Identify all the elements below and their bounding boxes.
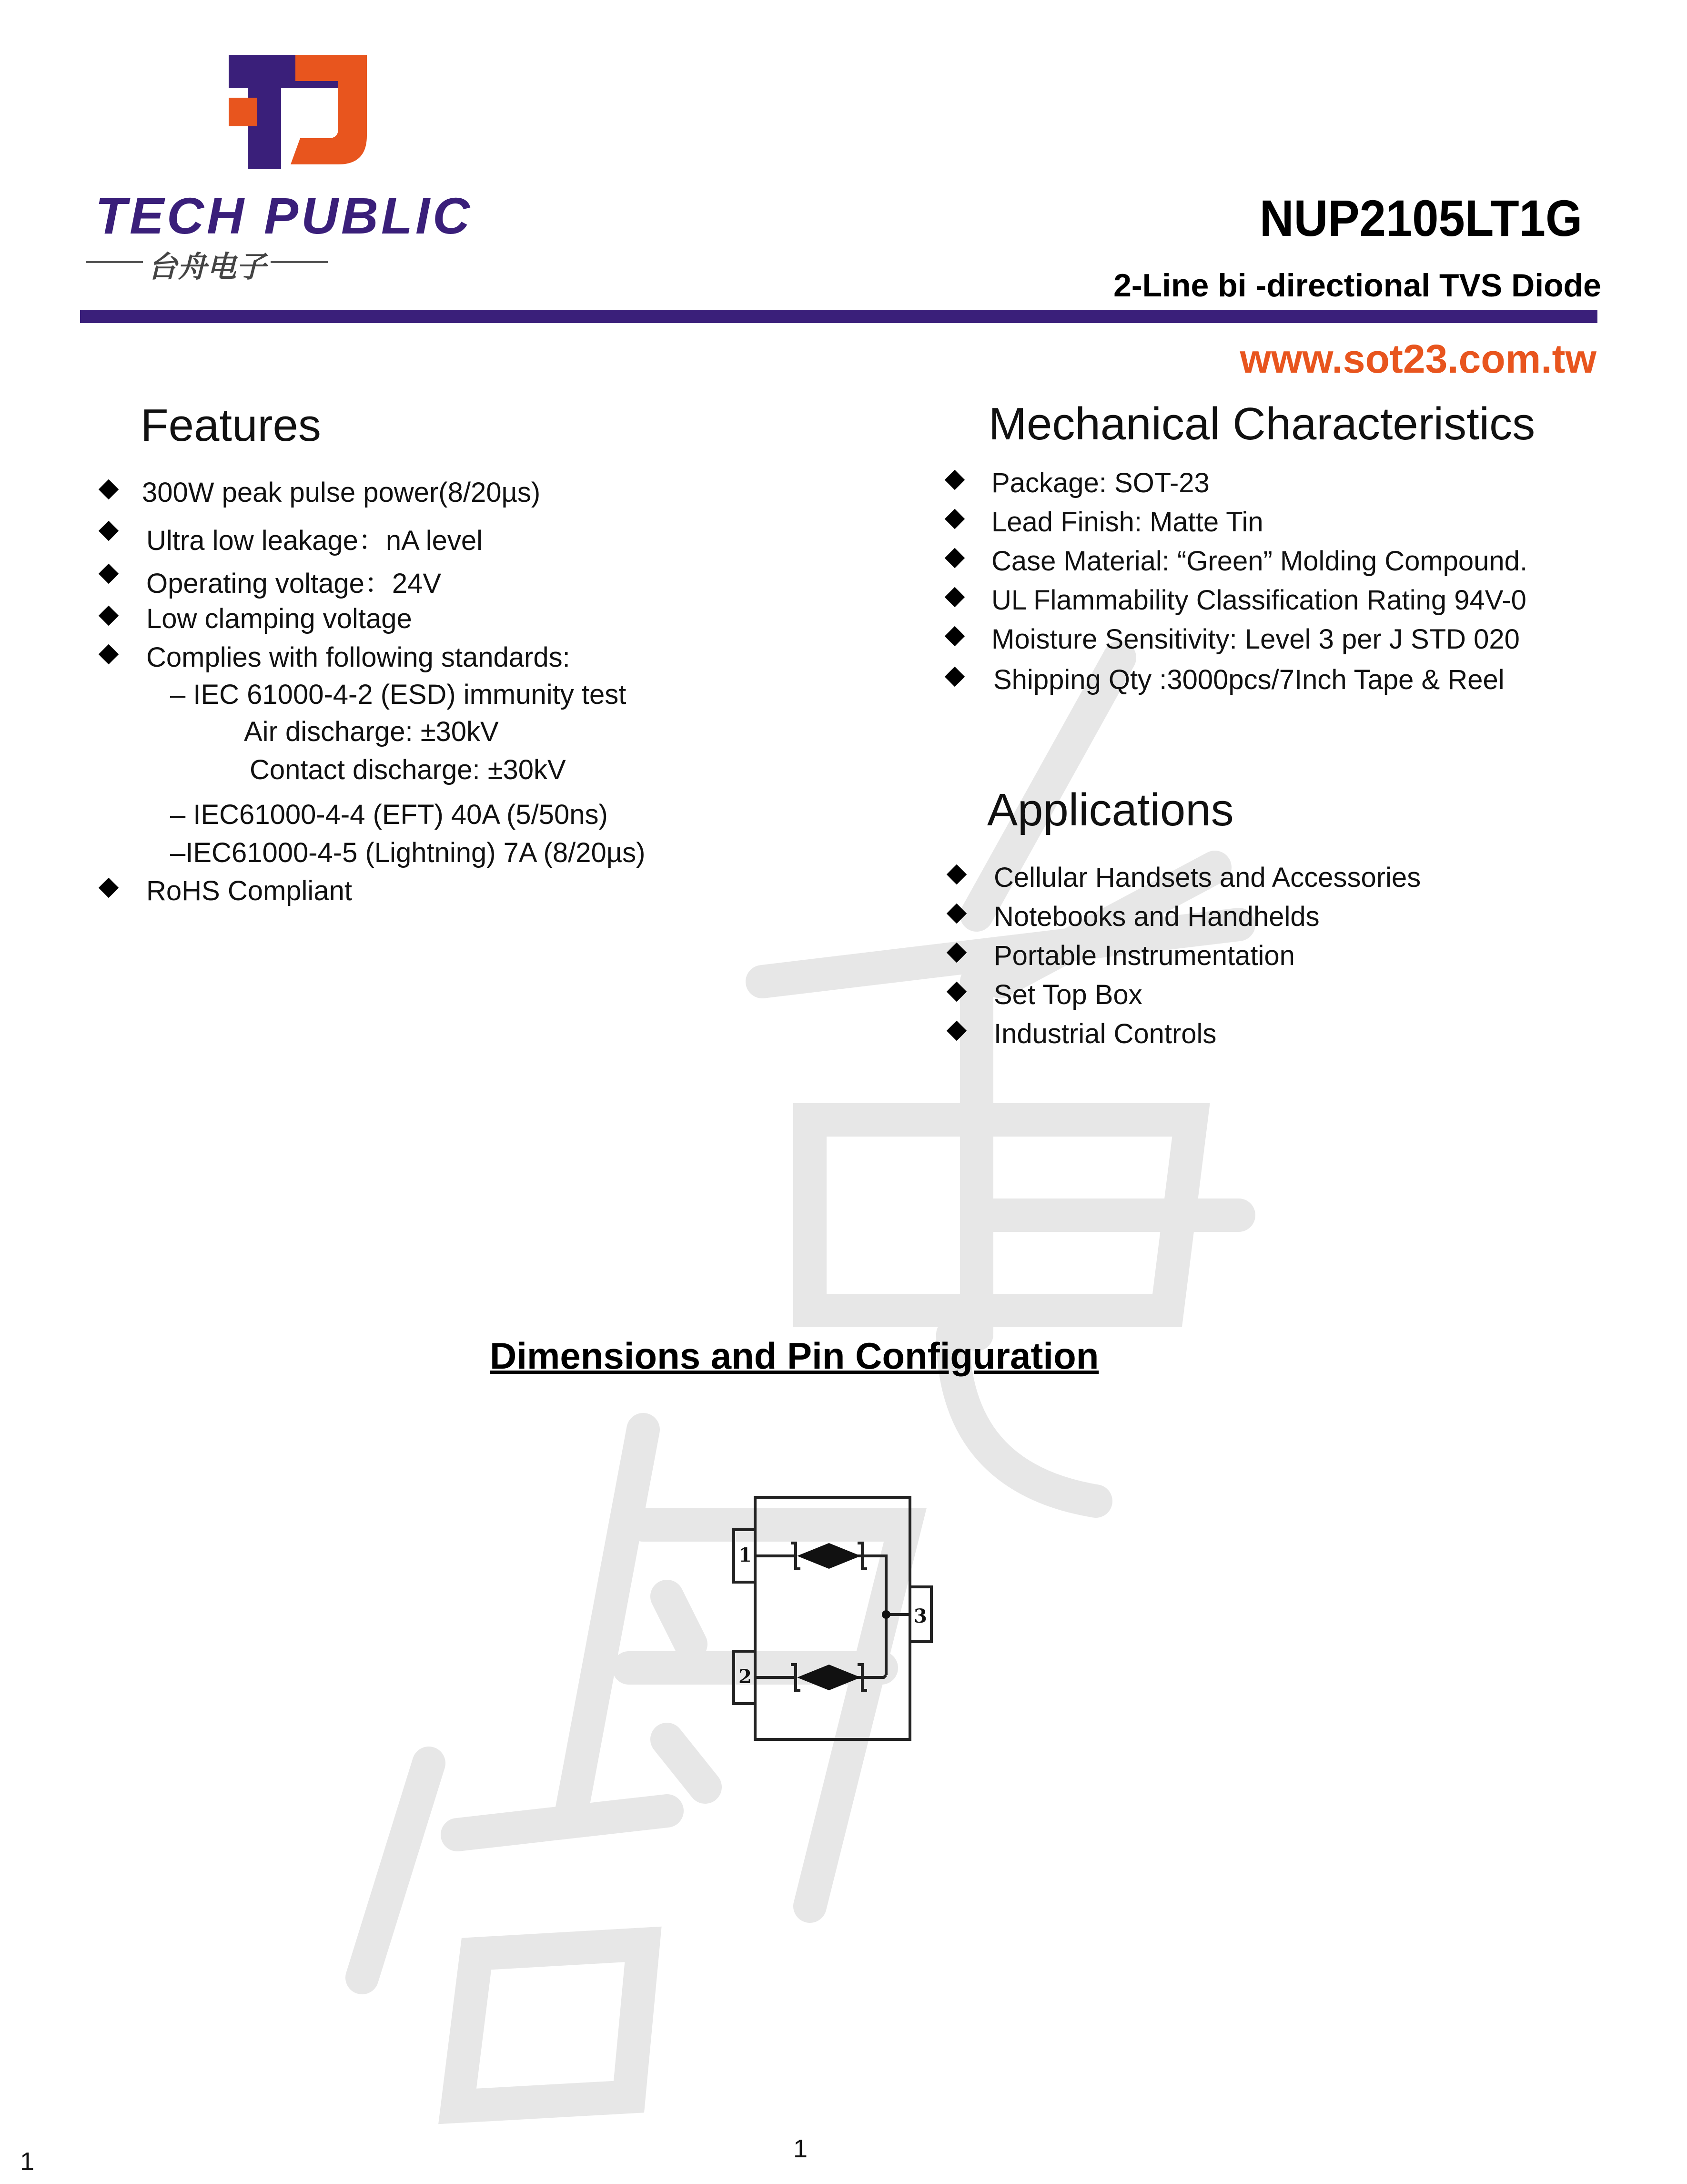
dimensions-heading: Dimensions and Pin Configuration — [490, 1335, 1099, 1377]
mechanical-list — [946, 467, 1594, 715]
bullet-icon — [945, 509, 965, 529]
application-item: Cellular Handsets and Accessories — [994, 862, 1421, 893]
application-item: Portable Instrumentation — [994, 940, 1295, 971]
mechanical-item: Case Material: “Green” Molding Compound. — [991, 546, 1528, 577]
application-item: Industrial Controls — [994, 1018, 1217, 1049]
bullet-icon — [99, 606, 119, 626]
company-name: TECH PUBLIC — [95, 187, 473, 244]
pin-3-label: 3 — [914, 1605, 927, 1627]
website-link[interactable]: www.sot23.com.tw — [1240, 336, 1596, 381]
mechanical-item: Shipping Qty :3000pcs/7Inch Tape & Reel — [993, 664, 1505, 695]
mechanical-item: Lead Finish: Matte Tin — [991, 507, 1263, 538]
bullet-icon — [99, 644, 119, 664]
standard-item: – IEC61000-4-4 (EFT) 40A (5/50ns) — [170, 799, 608, 830]
feature-item: RoHS Compliant — [146, 875, 352, 906]
mechanical-item: Moisture Sensitivity: Level 3 per J STD 020 — [991, 624, 1520, 655]
pin-configuration-diagram — [719, 1487, 943, 1749]
bullet-icon — [945, 587, 965, 607]
product-subtitle: 2-Line bi -directional TVS Diode — [1113, 267, 1601, 304]
header-divider — [80, 310, 1597, 323]
pin-2-label: 2 — [738, 1666, 752, 1688]
bullet-icon — [947, 943, 967, 963]
feature-item: Operating voltage：24V — [146, 568, 442, 599]
bullet-icon — [945, 667, 965, 687]
standard-item: –IEC61000-4-5 (Lightning) 7A (8/20µs) — [170, 837, 646, 868]
features-heading: Features — [141, 400, 321, 451]
bullet-icon — [947, 904, 967, 924]
feature-item: 300W peak pulse power(8/20µs) — [142, 477, 541, 508]
bullet-icon — [945, 626, 965, 646]
part-number: NUP2105LT1G — [1259, 189, 1582, 247]
company-logo — [91, 55, 448, 284]
bullet-icon — [99, 521, 119, 541]
feature-item: Low clamping voltage — [146, 603, 412, 634]
standard-item: – IEC 61000-4-2 (ESD) immunity test — [170, 679, 626, 710]
mechanical-heading: Mechanical Characteristics — [989, 398, 1535, 449]
bullet-icon — [99, 564, 119, 584]
page-number-center: 1 — [793, 2134, 808, 2163]
standard-item: Contact discharge: ±30kV — [250, 754, 566, 785]
applications-heading: Applications — [987, 784, 1234, 835]
feature-item: Complies with following standards: — [146, 642, 570, 673]
mechanical-item: UL Flammability Classification Rating 94V-0 — [991, 585, 1526, 616]
bullet-icon — [947, 864, 967, 884]
features-list — [100, 477, 719, 915]
feature-item: Ultra low leakage：nA level — [146, 525, 483, 556]
bullet-icon — [947, 982, 967, 1002]
bullet-icon — [945, 470, 965, 490]
application-item: Notebooks and Handhelds — [994, 901, 1320, 932]
bullet-icon — [945, 548, 965, 568]
applications-list — [948, 862, 1567, 1062]
mechanical-item: Package: SOT-23 — [991, 467, 1210, 498]
bullet-icon — [947, 1021, 967, 1041]
application-item: Set Top Box — [994, 979, 1142, 1010]
standard-item: Air discharge: ±30kV — [244, 716, 499, 747]
page-number-left: 1 — [20, 2147, 35, 2176]
company-name-chinese: 台舟电子 — [148, 243, 266, 285]
bullet-icon — [99, 878, 119, 898]
pin-1-label: 1 — [738, 1544, 752, 1566]
bullet-icon — [99, 479, 119, 499]
